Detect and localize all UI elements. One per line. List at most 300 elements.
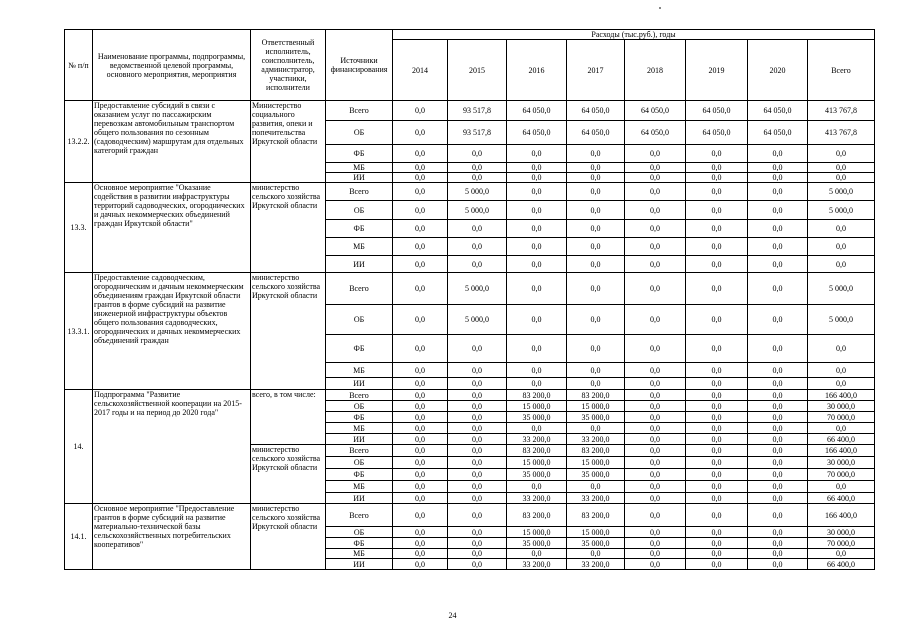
value-cell: 35 000,0 [567, 469, 625, 481]
value-cell: 0,0 [507, 256, 567, 273]
funding-source: ИИ [326, 493, 393, 504]
value-cell: 0,0 [625, 183, 686, 201]
scan-speck [659, 7, 661, 9]
value-cell: 83 200,0 [507, 504, 567, 527]
header-year: 2015 [448, 40, 507, 101]
value-cell: 64 050,0 [686, 121, 748, 145]
value-total: 70 000,0 [808, 469, 875, 481]
header-total: Всего [808, 40, 875, 101]
value-cell: 0,0 [748, 273, 808, 305]
value-cell: 0,0 [393, 163, 448, 173]
value-cell: 0,0 [567, 363, 625, 378]
value-cell: 0,0 [393, 363, 448, 378]
page-number: 24 [448, 611, 457, 620]
value-cell: 35 000,0 [567, 538, 625, 549]
value-cell: 0,0 [625, 469, 686, 481]
value-cell: 35 000,0 [507, 538, 567, 549]
funding-source: ИИ [326, 256, 393, 273]
value-cell: 5 000,0 [448, 273, 507, 305]
funding-source: ИИ [326, 173, 393, 183]
value-cell: 0,0 [625, 538, 686, 549]
value-cell: 0,0 [507, 145, 567, 163]
value-total: 166 400,0 [808, 390, 875, 401]
value-cell: 0,0 [393, 183, 448, 201]
funding-source: МБ [326, 238, 393, 256]
value-total: 166 400,0 [808, 504, 875, 527]
header-source: Источники финансирования [326, 30, 393, 101]
funding-source: Всего [326, 183, 393, 201]
value-cell: 0,0 [393, 273, 448, 305]
value-cell: 0,0 [393, 305, 448, 335]
header-num: № п/п [65, 30, 93, 101]
value-total: 30 000,0 [808, 527, 875, 538]
value-total: 0,0 [808, 549, 875, 559]
value-cell: 0,0 [393, 481, 448, 493]
value-cell: 0,0 [748, 401, 808, 412]
value-cell: 0,0 [748, 538, 808, 549]
value-cell: 35 000,0 [507, 469, 567, 481]
value-cell: 0,0 [748, 549, 808, 559]
value-cell: 0,0 [567, 238, 625, 256]
value-cell: 0,0 [748, 363, 808, 378]
funding-source: МБ [326, 163, 393, 173]
value-cell: 0,0 [567, 201, 625, 220]
value-cell: 0,0 [625, 549, 686, 559]
value-cell: 33 200,0 [567, 493, 625, 504]
value-cell: 0,0 [748, 390, 808, 401]
value-cell: 0,0 [393, 220, 448, 238]
value-total: 0,0 [808, 220, 875, 238]
value-cell: 0,0 [448, 504, 507, 527]
item-responsible: министерство сельского хозяйства Иркутской области [251, 183, 326, 273]
value-cell: 0,0 [686, 445, 748, 457]
value-cell: 0,0 [393, 434, 448, 445]
value-cell: 0,0 [686, 238, 748, 256]
value-cell: 83 200,0 [507, 390, 567, 401]
value-cell: 0,0 [567, 549, 625, 559]
value-total: 0,0 [808, 173, 875, 183]
value-cell: 0,0 [748, 423, 808, 434]
value-cell: 0,0 [393, 401, 448, 412]
value-cell: 0,0 [625, 412, 686, 423]
value-cell: 0,0 [625, 256, 686, 273]
value-cell: 0,0 [686, 559, 748, 570]
value-total: 0,0 [808, 481, 875, 493]
value-cell: 0,0 [507, 273, 567, 305]
value-cell: 0,0 [448, 363, 507, 378]
value-cell: 0,0 [748, 481, 808, 493]
budget-table [64, 29, 875, 570]
value-cell: 0,0 [507, 481, 567, 493]
value-cell: 64 050,0 [748, 121, 808, 145]
value-cell: 15 000,0 [507, 401, 567, 412]
value-cell: 0,0 [567, 378, 625, 390]
value-cell: 0,0 [393, 145, 448, 163]
item-responsible: министерство сельского хозяйства Иркутской области [251, 273, 326, 390]
funding-source: ФБ [326, 335, 393, 363]
value-cell: 83 200,0 [507, 445, 567, 457]
value-cell: 0,0 [748, 445, 808, 457]
value-cell: 0,0 [625, 378, 686, 390]
value-cell: 0,0 [448, 457, 507, 469]
value-cell: 0,0 [448, 238, 507, 256]
value-total: 66 400,0 [808, 493, 875, 504]
value-cell: 64 050,0 [507, 121, 567, 145]
header-year: 2020 [748, 40, 808, 101]
value-cell: 93 517,8 [448, 101, 507, 121]
item-responsible: Министерство социального развития, опеки и попечительства Иркутской области [251, 101, 326, 183]
value-cell: 0,0 [686, 401, 748, 412]
table-row [65, 390, 875, 401]
value-total: 0,0 [808, 163, 875, 173]
value-cell: 0,0 [686, 183, 748, 201]
funding-source: ОБ [326, 457, 393, 469]
value-cell: 0,0 [748, 145, 808, 163]
value-cell: 0,0 [748, 457, 808, 469]
value-cell: 0,0 [686, 305, 748, 335]
value-cell: 0,0 [448, 145, 507, 163]
value-cell: 0,0 [448, 527, 507, 538]
value-cell: 15 000,0 [567, 527, 625, 538]
value-cell: 33 200,0 [567, 559, 625, 570]
funding-source: МБ [326, 363, 393, 378]
value-cell: 0,0 [507, 163, 567, 173]
value-cell: 0,0 [686, 434, 748, 445]
value-cell: 0,0 [448, 401, 507, 412]
header-year: 2014 [393, 40, 448, 101]
value-cell: 0,0 [567, 220, 625, 238]
value-cell: 0,0 [448, 434, 507, 445]
item-name: Предоставление садоводческим, огородническим и дачным некоммерческим объединениям граждан Иркутской области грантов в форме субсидий на развитие инженерной инфраструктуры объектов общего пользования садоводческих, огороднических и дачных некоммерческих объединений граждан [93, 273, 251, 390]
value-cell: 0,0 [507, 549, 567, 559]
table-row [65, 183, 875, 201]
value-cell: 35 000,0 [567, 412, 625, 423]
value-total: 0,0 [808, 335, 875, 363]
value-cell: 35 000,0 [507, 412, 567, 423]
value-cell: 0,0 [448, 559, 507, 570]
value-total: 413 767,8 [808, 121, 875, 145]
value-cell: 64 050,0 [625, 121, 686, 145]
value-total: 66 400,0 [808, 434, 875, 445]
value-cell: 0,0 [625, 305, 686, 335]
value-cell: 0,0 [748, 163, 808, 173]
value-cell: 64 050,0 [686, 101, 748, 121]
value-cell: 0,0 [748, 504, 808, 527]
funding-source: ИИ [326, 378, 393, 390]
value-cell: 0,0 [686, 549, 748, 559]
value-cell: 0,0 [567, 481, 625, 493]
value-cell: 0,0 [686, 145, 748, 163]
value-cell: 0,0 [393, 504, 448, 527]
value-cell: 0,0 [748, 559, 808, 570]
value-cell: 0,0 [625, 335, 686, 363]
value-cell: 0,0 [393, 412, 448, 423]
item-responsible: министерство сельского хозяйства Иркутской области [251, 445, 326, 504]
value-cell: 5 000,0 [448, 305, 507, 335]
value-cell: 0,0 [448, 220, 507, 238]
value-cell: 33 200,0 [507, 434, 567, 445]
value-cell: 5 000,0 [448, 183, 507, 201]
header-year: 2017 [567, 40, 625, 101]
value-cell: 0,0 [625, 401, 686, 412]
value-cell: 0,0 [567, 145, 625, 163]
value-cell: 0,0 [393, 538, 448, 549]
value-cell: 0,0 [686, 378, 748, 390]
value-cell: 0,0 [448, 549, 507, 559]
value-total: 413 767,8 [808, 101, 875, 121]
row-number: 14. [65, 390, 93, 504]
value-total: 0,0 [808, 363, 875, 378]
value-cell: 64 050,0 [507, 101, 567, 121]
value-cell: 83 200,0 [567, 445, 625, 457]
value-cell: 0,0 [686, 256, 748, 273]
value-cell: 0,0 [686, 201, 748, 220]
value-cell: 0,0 [507, 335, 567, 363]
value-cell: 0,0 [625, 481, 686, 493]
value-cell: 0,0 [625, 273, 686, 305]
value-cell: 0,0 [448, 335, 507, 363]
table-body [65, 101, 875, 570]
value-cell: 0,0 [686, 423, 748, 434]
funding-source: МБ [326, 481, 393, 493]
value-cell: 0,0 [567, 305, 625, 335]
funding-source: ФБ [326, 145, 393, 163]
value-cell: 0,0 [393, 445, 448, 457]
value-cell: 0,0 [393, 256, 448, 273]
value-cell: 0,0 [448, 538, 507, 549]
value-cell: 0,0 [686, 538, 748, 549]
funding-source: Всего [326, 390, 393, 401]
value-cell: 0,0 [686, 390, 748, 401]
value-total: 0,0 [808, 238, 875, 256]
value-cell: 0,0 [625, 390, 686, 401]
value-cell: 0,0 [448, 390, 507, 401]
funding-source: ФБ [326, 220, 393, 238]
value-total: 30 000,0 [808, 401, 875, 412]
value-cell: 0,0 [507, 201, 567, 220]
value-cell: 0,0 [625, 238, 686, 256]
value-cell: 0,0 [393, 121, 448, 145]
item-name: Основное мероприятие "Предоставление грантов в форме субсидий на развитие материально-технической базы сельскохозяйственных потребительских кооперативов" [93, 504, 251, 570]
table-row [65, 101, 875, 121]
value-cell: 0,0 [448, 423, 507, 434]
funding-source: Всего [326, 101, 393, 121]
header-year: 2016 [507, 40, 567, 101]
funding-source: ОБ [326, 305, 393, 335]
header-responsible: Ответственный исполнитель, соисполнитель, администратор, участники, исполнители [251, 30, 326, 101]
value-cell: 0,0 [625, 457, 686, 469]
value-total: 166 400,0 [808, 445, 875, 457]
value-cell: 33 200,0 [567, 434, 625, 445]
value-total: 30 000,0 [808, 457, 875, 469]
value-cell: 0,0 [393, 390, 448, 401]
value-cell: 0,0 [567, 173, 625, 183]
value-cell: 0,0 [448, 378, 507, 390]
value-cell: 15 000,0 [507, 527, 567, 538]
funding-source: МБ [326, 549, 393, 559]
value-cell: 0,0 [567, 423, 625, 434]
value-cell: 0,0 [393, 173, 448, 183]
value-total: 5 000,0 [808, 201, 875, 220]
value-cell: 15 000,0 [567, 401, 625, 412]
value-cell: 0,0 [448, 412, 507, 423]
value-cell: 0,0 [686, 412, 748, 423]
value-cell: 0,0 [686, 493, 748, 504]
value-cell: 0,0 [393, 493, 448, 504]
value-cell: 0,0 [393, 101, 448, 121]
value-cell: 0,0 [625, 363, 686, 378]
value-cell: 0,0 [748, 412, 808, 423]
row-number: 13.3.1. [65, 273, 93, 390]
funding-source: ОБ [326, 201, 393, 220]
value-cell: 0,0 [567, 256, 625, 273]
item-name: Подпрограмма "Развитие сельскохозяйственной кооперации на 2015-2017 годы и на период до 2020 года" [93, 390, 251, 504]
value-cell: 0,0 [625, 423, 686, 434]
value-cell: 33 200,0 [507, 559, 567, 570]
value-total: 5 000,0 [808, 305, 875, 335]
value-cell: 5 000,0 [448, 201, 507, 220]
item-responsible: министерство сельского хозяйства Иркутской области [251, 504, 326, 570]
value-cell: 0,0 [507, 363, 567, 378]
value-total: 0,0 [808, 256, 875, 273]
value-cell: 0,0 [507, 305, 567, 335]
value-cell: 64 050,0 [567, 121, 625, 145]
value-cell: 0,0 [507, 238, 567, 256]
funding-source: ОБ [326, 121, 393, 145]
value-cell: 0,0 [393, 457, 448, 469]
value-cell: 0,0 [686, 457, 748, 469]
value-cell: 0,0 [686, 481, 748, 493]
header-year: 2019 [686, 40, 748, 101]
value-cell: 0,0 [393, 527, 448, 538]
value-cell: 0,0 [625, 434, 686, 445]
funding-source: МБ [326, 423, 393, 434]
value-cell: 0,0 [393, 423, 448, 434]
value-total: 0,0 [808, 378, 875, 390]
value-cell: 0,0 [448, 481, 507, 493]
value-cell: 0,0 [748, 238, 808, 256]
funding-source: ОБ [326, 401, 393, 412]
value-cell: 0,0 [448, 493, 507, 504]
funding-source: Всего [326, 445, 393, 457]
value-cell: 33 200,0 [507, 493, 567, 504]
value-cell: 0,0 [625, 220, 686, 238]
value-cell: 0,0 [625, 559, 686, 570]
value-cell: 0,0 [748, 305, 808, 335]
header-year: 2018 [625, 40, 686, 101]
value-cell: 0,0 [507, 378, 567, 390]
value-cell: 0,0 [748, 173, 808, 183]
value-cell: 0,0 [748, 183, 808, 201]
header-name: Наименование программы, подпрограммы, ведомственной целевой программы, основного мероприятия, мероприятия [93, 30, 251, 101]
value-cell: 0,0 [748, 434, 808, 445]
funding-source: ИИ [326, 434, 393, 445]
value-cell: 0,0 [567, 273, 625, 305]
value-cell: 15 000,0 [567, 457, 625, 469]
table-row [65, 273, 875, 305]
value-cell: 0,0 [625, 145, 686, 163]
table-row [65, 504, 875, 527]
value-cell: 0,0 [625, 504, 686, 527]
value-cell: 0,0 [625, 445, 686, 457]
value-cell: 0,0 [748, 493, 808, 504]
value-cell: 83 200,0 [567, 390, 625, 401]
value-total: 5 000,0 [808, 273, 875, 305]
funding-source: ОБ [326, 527, 393, 538]
row-number: 13.2.2. [65, 101, 93, 183]
funding-source: ФБ [326, 538, 393, 549]
value-cell: 0,0 [686, 363, 748, 378]
funding-source: Всего [326, 504, 393, 527]
value-cell: 0,0 [448, 256, 507, 273]
value-cell: 0,0 [748, 335, 808, 363]
value-cell: 0,0 [448, 445, 507, 457]
value-cell: 0,0 [686, 527, 748, 538]
item-name: Предоставление субсидий в связи с оказанием услуг по пассажирским перевозкам автомобильным транспортом общего пользования по сезонным (садоводческим) маршрутам для отдельных категорий граждан [93, 101, 251, 183]
funding-source: ИИ [326, 559, 393, 570]
value-cell: 0,0 [507, 173, 567, 183]
value-cell: 0,0 [686, 504, 748, 527]
value-cell: 93 517,8 [448, 121, 507, 145]
value-cell: 0,0 [686, 163, 748, 173]
value-cell: 0,0 [625, 173, 686, 183]
table-header [65, 30, 875, 101]
value-cell: 0,0 [748, 201, 808, 220]
value-cell: 0,0 [393, 469, 448, 481]
value-cell: 0,0 [748, 256, 808, 273]
value-cell: 0,0 [748, 378, 808, 390]
value-cell: 0,0 [686, 173, 748, 183]
value-cell: 0,0 [393, 335, 448, 363]
value-cell: 0,0 [507, 183, 567, 201]
value-cell: 64 050,0 [567, 101, 625, 121]
value-cell: 0,0 [448, 469, 507, 481]
value-cell: 0,0 [625, 201, 686, 220]
value-cell: 0,0 [393, 549, 448, 559]
value-cell: 15 000,0 [507, 457, 567, 469]
value-cell: 0,0 [567, 183, 625, 201]
value-total: 5 000,0 [808, 183, 875, 201]
value-cell: 0,0 [567, 163, 625, 173]
value-cell: 0,0 [393, 238, 448, 256]
value-cell: 0,0 [393, 559, 448, 570]
value-cell: 64 050,0 [748, 101, 808, 121]
funding-source: ФБ [326, 412, 393, 423]
value-cell: 0,0 [748, 527, 808, 538]
value-cell: 0,0 [507, 423, 567, 434]
value-cell: 0,0 [567, 335, 625, 363]
value-cell: 0,0 [686, 220, 748, 238]
value-total: 0,0 [808, 145, 875, 163]
value-total: 70 000,0 [808, 538, 875, 549]
value-cell: 0,0 [625, 493, 686, 504]
value-cell: 83 200,0 [567, 504, 625, 527]
value-cell: 0,0 [625, 527, 686, 538]
value-total: 70 000,0 [808, 412, 875, 423]
row-number: 14.1. [65, 504, 93, 570]
header-expenses: Расходы (тыс.руб.), годы [393, 30, 875, 40]
item-responsible: всего, в том числе: [251, 390, 326, 445]
value-cell: 0,0 [393, 201, 448, 220]
value-cell: 0,0 [686, 273, 748, 305]
value-cell: 0,0 [686, 469, 748, 481]
value-cell: 0,0 [686, 335, 748, 363]
value-total: 66 400,0 [808, 559, 875, 570]
value-cell: 0,0 [748, 220, 808, 238]
value-cell: 0,0 [448, 163, 507, 173]
value-cell: 0,0 [393, 378, 448, 390]
funding-source: Всего [326, 273, 393, 305]
